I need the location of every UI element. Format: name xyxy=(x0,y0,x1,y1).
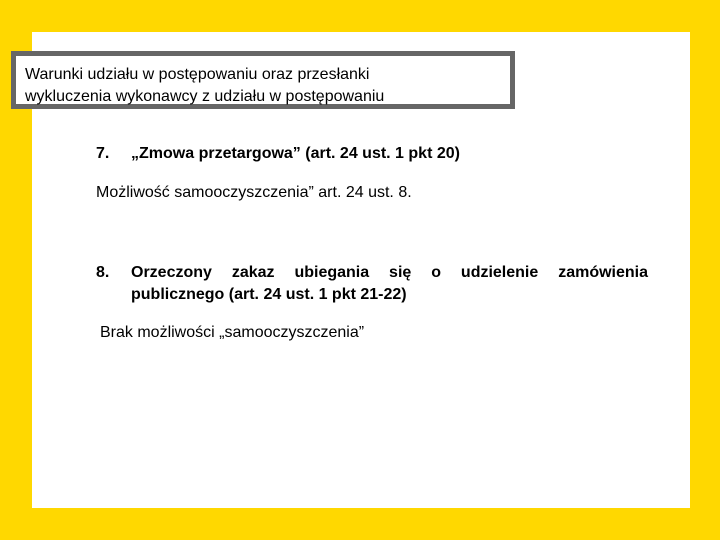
title-line-2: wykluczenia wykonawcy z udziału w postępowaniu xyxy=(25,88,385,105)
item-text: Orzeczony zakaz ubiegania się o udzielenie zamówienia publicznego (art. 24 ust. 1 pkt 21-22) xyxy=(131,264,648,303)
item-note: Brak możliwości „samooczyszczenia” xyxy=(100,324,365,341)
title-box xyxy=(11,51,515,109)
title-line-1: Warunki udziału w postępowaniu oraz przesłanki xyxy=(25,66,370,83)
item-number: 8. xyxy=(96,264,110,281)
page-title xyxy=(25,64,384,108)
item-text: „Zmowa przetargowa” (art. 24 ust. 1 pkt 20) xyxy=(131,145,460,162)
item-note: Możliwość samooczyszczenia” art. 24 ust. 8. xyxy=(96,184,412,201)
item-number: 7. xyxy=(96,145,110,162)
